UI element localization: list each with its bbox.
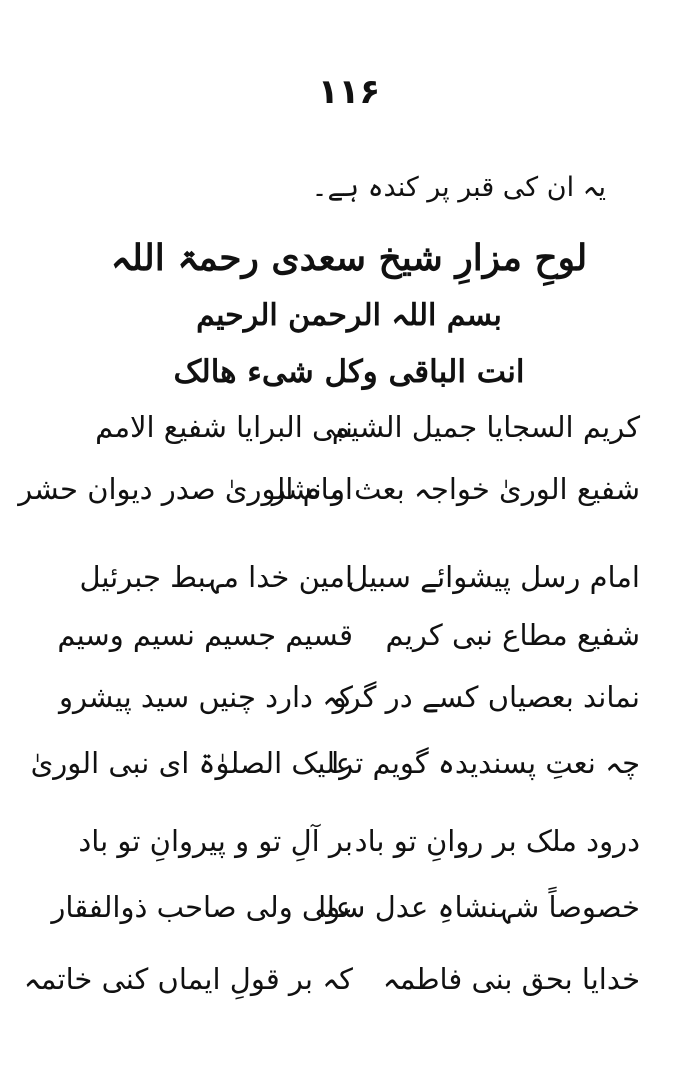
second-hemistich: نبی البرایا شفیع الامم [95,410,353,444]
page-number: ۱۱۶ [317,72,381,112]
second-hemistich: علیک الصلوٰۃ ای نبی الوریٰ [30,746,353,780]
couplet [0,472,698,522]
first-hemistich: چہ نعتِ پسندیدہ گویم ترا [331,746,640,780]
couplet [0,824,698,874]
couplet [0,560,698,610]
couplet [0,746,698,796]
second-hemistich: امین خدا مہبط جبرئیل [79,560,353,594]
first-hemistich: نماند بعصیاں کسے در گرو [332,680,640,714]
couplet [0,962,698,1012]
first-hemistich: درود ملک بر روانِ تو باد [354,824,640,858]
first-hemistich: خدایا بحق بنی فاطمہ [382,962,640,996]
second-hemistich: امام الوریٰ صدر دیوان حشر [18,472,353,506]
bismillah: بسم اللہ الرحمن الرحیم [196,298,502,333]
first-hemistich: امام رسل پیشوائے سبیل [347,560,640,594]
intro-text: یہ ان کی قبر پر کندہ ہے۔ [311,172,606,203]
quranic-verse: انت الباقی وکل شیء ھالک [173,354,525,390]
epitaph-title: لوحِ مزارِ شیخ سعدی رحمۃ اللہ [110,237,588,279]
second-hemistich: قسیم جسیم نسیم وسیم [57,618,353,652]
second-hemistich: کہ بر قولِ ایماں کنی خاتمہ [23,962,353,996]
couplet [0,618,698,668]
couplet [0,890,698,940]
couplet [0,680,698,730]
second-hemistich: علی ولی صاحب ذوالفقار [51,890,353,924]
first-hemistich: کریم السجایا جمیل الشیم [331,410,640,444]
first-hemistich: خصوصاً شہنشاہِ عدل سوا [318,890,640,924]
second-hemistich: بر آلِ تو و پیروانِ تو باد [78,824,353,858]
second-hemistich: کہ دارد چنیں سید پیشرو [58,680,353,714]
couplet [0,410,698,460]
epitaph-headings [0,228,698,400]
first-hemistich: شفیع مطاع نبی کریم [385,618,640,652]
first-hemistich: شفیع الوریٰ خواجہ بعث و نشر [271,472,640,506]
